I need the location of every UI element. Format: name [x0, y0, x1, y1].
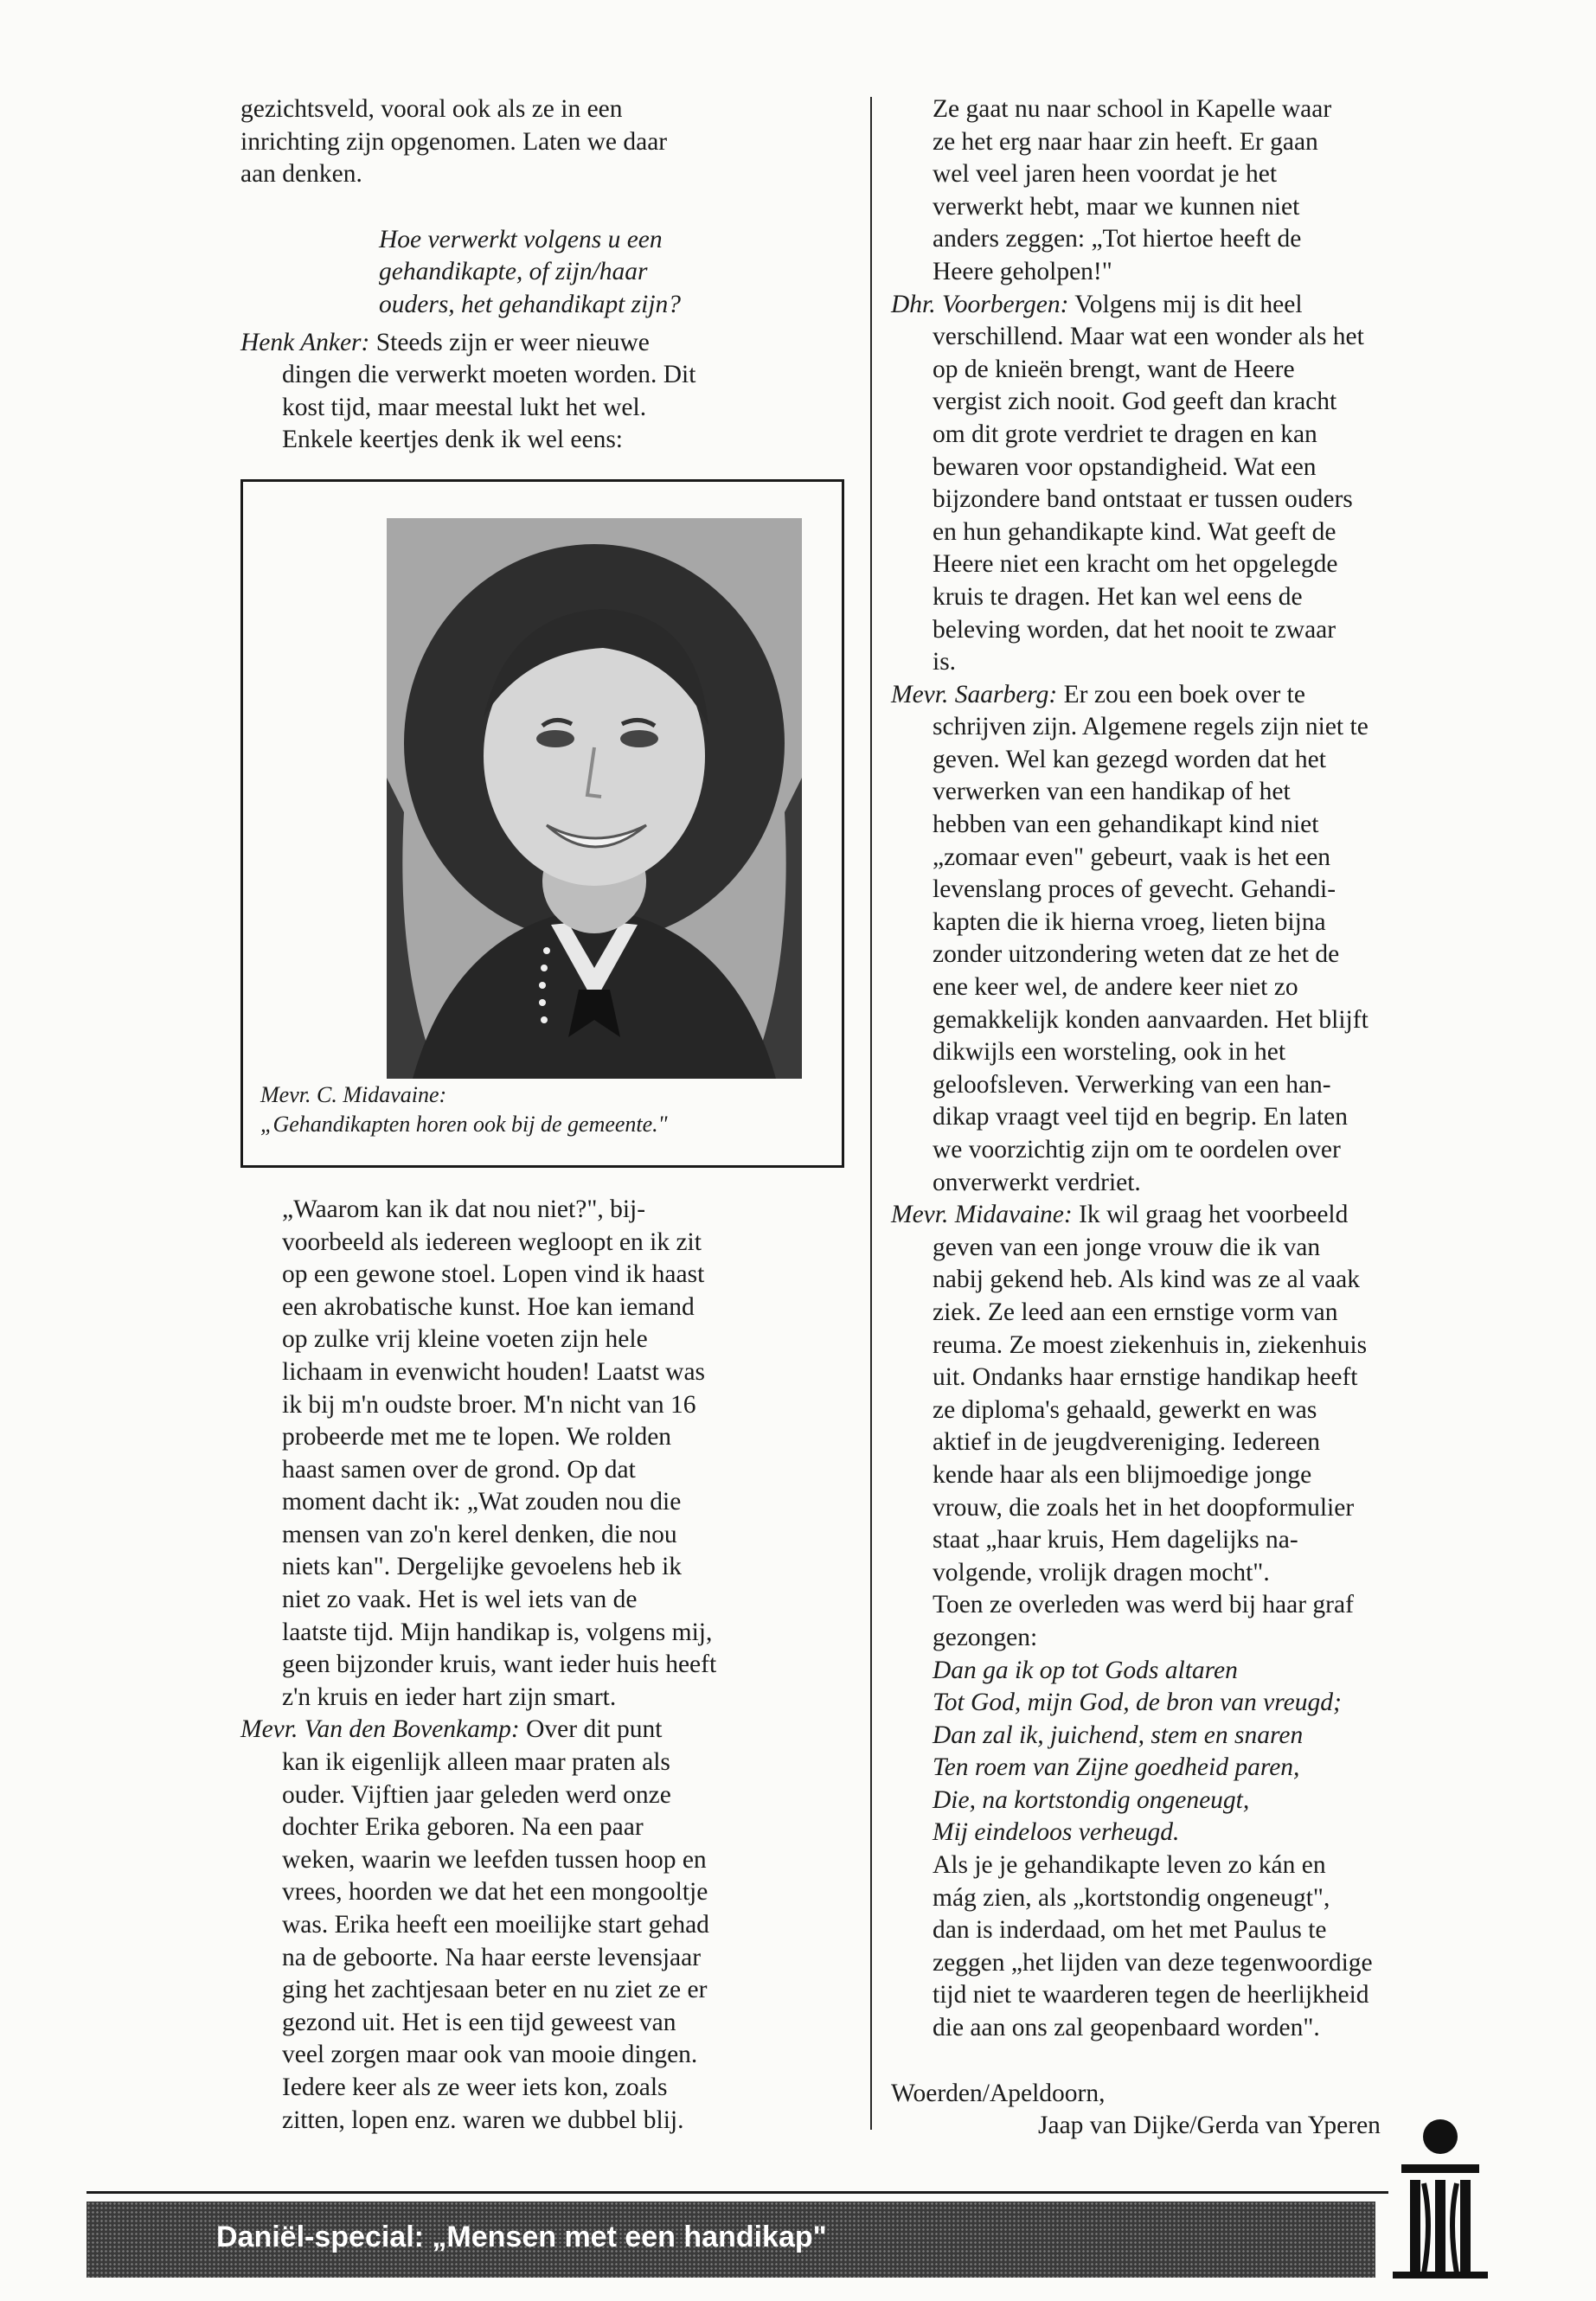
- answer-anker-continued: [240, 1194, 848, 1715]
- footer-rule: [87, 2191, 1388, 2194]
- footer-banner: [87, 2202, 1375, 2278]
- text-fragment: Over dit punt: [526, 1715, 663, 1744]
- text-line: „zomaar even" gebeurt, vaak is het een: [933, 843, 1331, 871]
- text-line: gezond uit. Het is een tijd geweest van: [282, 2008, 676, 2036]
- text-line: tijd niet te waarderen tegen de heerlijkheid: [933, 1981, 1369, 2009]
- text-line: kost tijd, maar meestal lukt het wel.: [282, 393, 647, 421]
- text-line: na de geboorte. Na haar eerste levensjaar: [282, 1943, 702, 1971]
- text-line: inrichting zijn opgenomen. Laten we daar: [240, 127, 668, 156]
- text-line: was. Erika heeft een moeilijke start gehad: [282, 1911, 709, 1939]
- photo-frame: [240, 479, 844, 1168]
- text-line: lichaam in evenwicht houden! Laatst was: [282, 1357, 706, 1386]
- text-line: Heere niet een kracht om het opgelegde: [933, 550, 1338, 579]
- caption-name: Mevr. C. Midavaine:: [260, 1081, 447, 1107]
- portrait-photo: [387, 518, 802, 1079]
- text-line: geloofsleven. Verwerking van een han-: [933, 1070, 1331, 1099]
- text-fragment: Ik wil graag het voorbeeld: [1079, 1201, 1349, 1229]
- question-line: Hoe verwerkt volgens u een: [379, 225, 663, 253]
- text-line: gezichtsveld, vooral ook als ze in een: [240, 95, 623, 123]
- text-line: ziek. Ze leed aan een ernstige vorm van: [933, 1298, 1338, 1326]
- speaker-name: Dhr. Voorbergen:: [891, 290, 1069, 318]
- text-fragment: Volgens mij is dit heel: [1074, 290, 1303, 318]
- photo-caption: [260, 1080, 668, 1139]
- text-line: zonder uitzondering weten dat ze het de: [933, 940, 1340, 969]
- answer-saarberg: [891, 679, 1497, 1200]
- interview-question: [379, 224, 848, 322]
- text-line: bewaren voor opstandigheid. Wat een: [933, 452, 1317, 481]
- text-line: Heere geholpen!": [933, 257, 1112, 285]
- text-line: verschillend. Maar wat een wonder als het: [933, 323, 1364, 351]
- text-line: geen bijzonder kruis, want ieder huis heeft: [282, 1650, 717, 1679]
- verse-line: Dan ga ik op tot Gods altaren: [933, 1656, 1238, 1684]
- text-line: en hun gehandikapte kind. Wat geeft de: [933, 517, 1336, 546]
- text-line: gezongen:: [933, 1623, 1038, 1651]
- speaker-line: [240, 1714, 848, 1747]
- text-line: een akrobatische kunst. Hoe kan iemand: [282, 1292, 695, 1321]
- answer-bovenkamp-continued: [891, 93, 1497, 289]
- answer-bovenkamp: [240, 1714, 848, 2137]
- caption-quote: „Gehandikapten horen ook bij de gemeente.": [260, 1111, 668, 1137]
- verse-line: Dan zal ik, juichend, stem en snaren: [933, 1721, 1304, 1749]
- text-line: Als je je gehandikapte leven zo kán en: [933, 1851, 1326, 1880]
- question-line: gehandikapte, of zijn/haar: [379, 258, 648, 286]
- text-line: is.: [933, 648, 957, 676]
- text-line: uit. Ondanks haar ernstige handikap heeft: [933, 1363, 1358, 1392]
- text-line: ene keer wel, de andere keer niet zo: [933, 973, 1298, 1002]
- place-line: Woerden/Apeldoorn,: [891, 2079, 1106, 2107]
- text-line: moment dacht ik: „Wat zouden nou die: [282, 1488, 682, 1516]
- speaker-name: Mevr. Saarberg:: [891, 680, 1058, 708]
- text-line: anders zeggen: „Tot hiertoe heeft de: [933, 225, 1302, 253]
- text-line: nabij gekend heb. Als kind was ze al vaak: [933, 1266, 1360, 1294]
- text-line: vrouw, die zoals het in het doopformulier: [933, 1493, 1355, 1522]
- text-line: mág zien, als „kortstondig ongeneugt",: [933, 1883, 1330, 1912]
- answer-midavaine: [891, 1199, 1497, 2044]
- text-line: ging het zachtjesaan beter en nu ziet ze er: [282, 1976, 708, 2004]
- text-line: „Waarom kan ik dat nou niet?", bij-: [282, 1195, 646, 1223]
- text-line: kan ik eigenlijk alleen maar praten als: [282, 1748, 670, 1777]
- text-line: op zulke vrij kleine voeten zijn hele: [282, 1325, 648, 1354]
- text-line: niet zo vaak. Het is wel iets van de: [282, 1586, 638, 1614]
- text-line: ouder. Vijftien jaar geleden werd onze: [282, 1780, 671, 1809]
- text-line: op de knieën brengt, want de Heere: [933, 355, 1295, 383]
- text-line: bijzondere band ontstaat er tussen ouders: [933, 485, 1353, 514]
- text-line: zitten, lopen enz. waren we dubbel blij.: [282, 2106, 684, 2134]
- verse-line: Die, na kortstondig ongeneugt,: [933, 1785, 1250, 1814]
- text-line: ze het erg naar haar zin heeft. Er gaan: [933, 127, 1318, 156]
- text-line: ik bij m'n oudste broer. M'n nicht van 16: [282, 1390, 696, 1419]
- text-line: z'n kruis en ieder hart zijn smart.: [282, 1682, 617, 1711]
- verse-line: Mij eindeloos verheugd.: [933, 1818, 1180, 1847]
- speaker-line: [240, 327, 848, 360]
- text-line: dingen die verwerkt moeten worden. Dit: [282, 361, 696, 389]
- text-line: aan denken.: [240, 160, 362, 189]
- text-line: ze diploma's gehaald, gewerkt en was: [933, 1395, 1317, 1424]
- verse-line: Tot God, mijn God, de bron van vreugd;: [933, 1689, 1342, 1717]
- text-line: verwerken van een handikap of het: [933, 778, 1291, 806]
- text-line: geven. Wel kan gezegd worden dat het: [933, 745, 1326, 773]
- text-line: niets kan". Dergelijke gevoelens heb ik: [282, 1553, 683, 1581]
- text-line: dikwijls een worsteling, ook in het: [933, 1038, 1286, 1067]
- text-line: aktief in de jeugdvereniging. Iedereen: [933, 1428, 1321, 1457]
- text-line: die aan ons zal geopenbaard worden".: [933, 2014, 1320, 2042]
- right-column: [891, 93, 1497, 2143]
- text-line: kende haar als een blijmoedige jonge: [933, 1460, 1312, 1489]
- text-line: op een gewone stoel. Lopen vind ik haast: [282, 1260, 705, 1289]
- text-line: vergist zich nooit. God geeft dan kracht: [933, 388, 1337, 416]
- portrait-illustration: [387, 518, 802, 1079]
- text-line: staat „haar kruis, Hem dagelijks na-: [933, 1526, 1298, 1554]
- text-line: levenslang proces of gevecht. Gehandi-: [933, 875, 1336, 904]
- footer-title: Daniël-special: „Mensen met een handikap": [216, 2221, 827, 2253]
- text-line: Ze gaat nu naar school in Kapelle waar: [933, 95, 1332, 123]
- text-line: zeggen „het lijden van deze tegenwoordige: [933, 1948, 1373, 1977]
- text-fragment: Er zou een boek over te: [1063, 680, 1305, 708]
- authors-line: Jaap van Dijke/Gerda van Yperen: [1038, 2112, 1381, 2140]
- text-line: beleving worden, dat het nooit te zwaar: [933, 615, 1336, 644]
- text-line: voorbeeld als iedereen wegloopt en ik zit: [282, 1227, 702, 1256]
- text-line: onverwerkt verdriet.: [933, 1168, 1141, 1196]
- text-line: volgende, vrolijk dragen mocht".: [933, 1558, 1270, 1586]
- left-column: [240, 93, 848, 2137]
- speaker-line: [891, 679, 1497, 712]
- text-line: weken, waarin we leefden tussen hoop en: [282, 1845, 707, 1874]
- text-line: om dit grote verdriet te dragen en kan: [933, 420, 1317, 448]
- text-fragment: Steeds zijn er weer nieuwe: [375, 328, 650, 356]
- text-line: hebben van een gehandikapt kind niet: [933, 811, 1319, 839]
- speaker-name: Henk Anker:: [240, 328, 370, 356]
- daniel-logo-icon: [1375, 2111, 1505, 2284]
- speaker-line: [891, 1199, 1497, 1232]
- text-line: probeerde met me te lopen. We rolden: [282, 1423, 672, 1452]
- column-divider: [870, 97, 872, 2130]
- verse-line: Ten roem van Zijne goedheid paren,: [933, 1753, 1300, 1782]
- text-line: schrijven zijn. Algemene regels zijn niet te: [933, 713, 1368, 741]
- text-line: Toen ze overleden was werd bij haar graf: [933, 1591, 1354, 1619]
- psalm-verse: [891, 1655, 1497, 1850]
- answer-voorbergen: [891, 289, 1497, 679]
- question-line: ouders, het gehandikapt zijn?: [379, 290, 682, 318]
- text-line: dan is inderdaad, om het met Paulus te: [933, 1916, 1327, 1945]
- text-line: kruis te dragen. Het kan wel eens de: [933, 582, 1303, 611]
- text-line: wel veel jaren heen voordat je het: [933, 160, 1278, 189]
- speaker-line: [891, 289, 1497, 322]
- speaker-name: Mevr. Midavaine:: [891, 1201, 1073, 1229]
- intro-paragraph: [240, 93, 848, 191]
- text-line: vrees, hoorden we dat het een mongooltje: [282, 1878, 708, 1907]
- text-line: Enkele keertjes denk ik wel eens:: [282, 426, 624, 454]
- text-line: geven van een jonge vrouw die ik van: [933, 1233, 1321, 1261]
- text-line: gemakkelijk konden aanvaarden. Het blijft: [933, 1005, 1368, 1034]
- text-line: haast samen over de grond. Op dat: [282, 1455, 636, 1484]
- text-line: mensen van zo'n kerel denken, die nou: [282, 1520, 677, 1548]
- text-line: we voorzichtig zijn om te oordelen over: [933, 1136, 1341, 1163]
- answer-anker: [240, 327, 848, 457]
- text-line: veel zorgen maar ook van mooie dingen.: [282, 2041, 698, 2069]
- text-line: verwerkt hebt, maar we kunnen niet: [933, 192, 1300, 221]
- text-line: kapten die ik hierna vroeg, lieten bijna: [933, 907, 1326, 936]
- text-line: reuma. Ze moest ziekenhuis in, ziekenhuis: [933, 1330, 1368, 1359]
- text-line: Iedere keer als ze weer iets kon, zoals: [282, 2073, 668, 2101]
- speaker-name: Mevr. Van den Bovenkamp:: [240, 1715, 520, 1744]
- text-line: dochter Erika geboren. Na een paar: [282, 1813, 644, 1842]
- text-line: laatste tijd. Mijn handikap is, volgens mij,: [282, 1618, 713, 1646]
- text-line: dikap vraagt veel tijd en begrip. En laten: [933, 1103, 1349, 1131]
